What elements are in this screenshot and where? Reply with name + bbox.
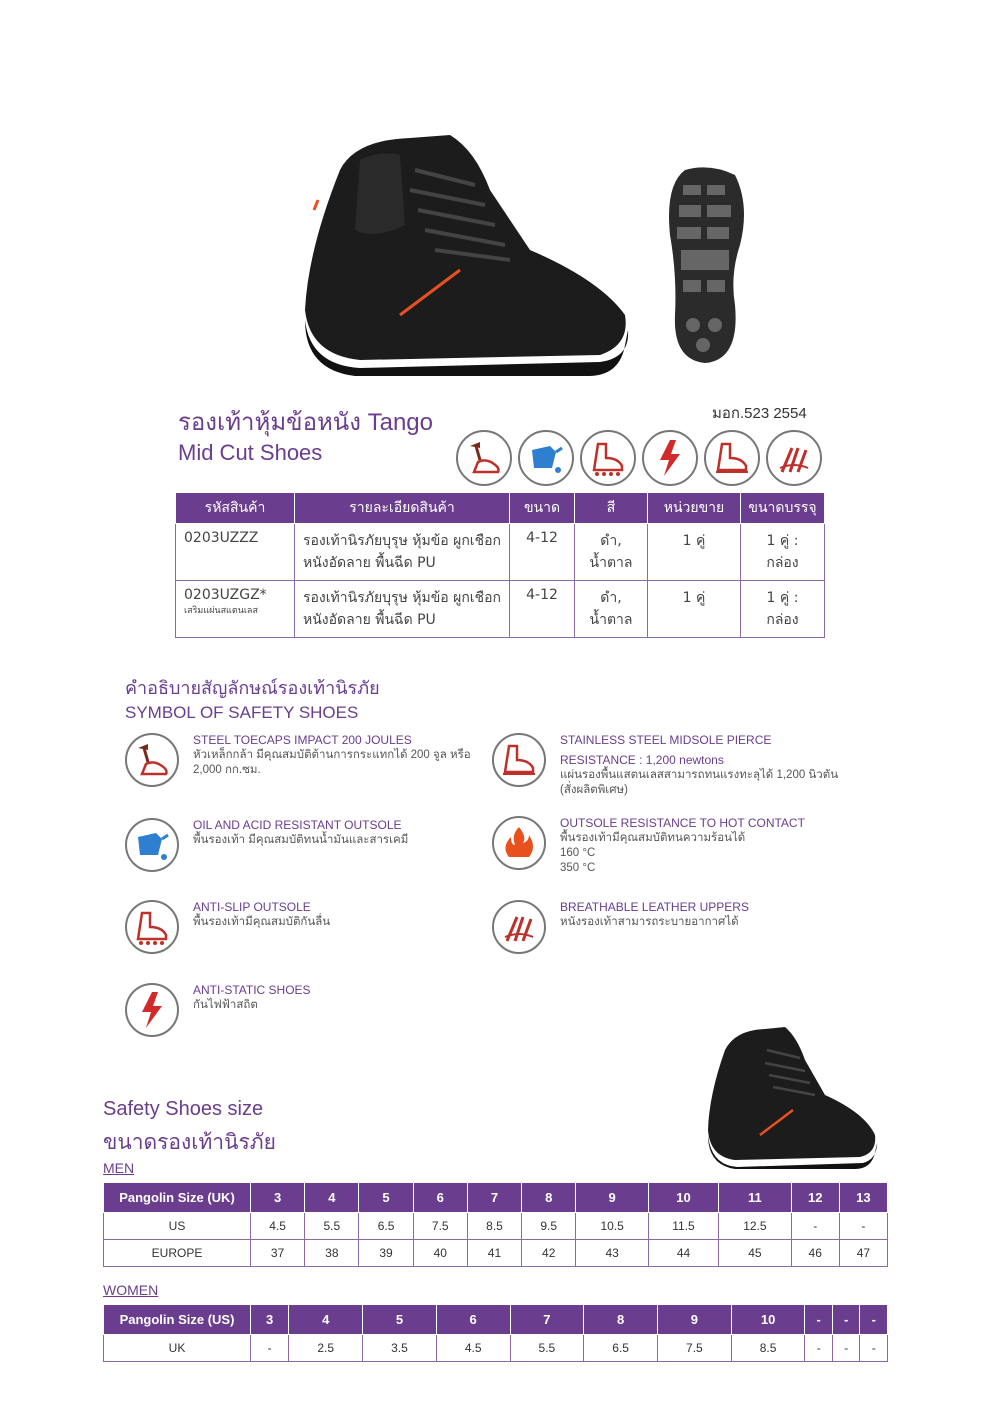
size-row-label: US xyxy=(104,1213,251,1240)
symbol-title: OIL AND ACID RESISTANT OUTSOLE xyxy=(193,818,402,832)
col-header-color: สี xyxy=(575,493,648,524)
symbol-title: STEEL TOECAPS IMPACT 200 JOULES xyxy=(193,733,412,747)
symbol-title: OUTSOLE RESISTANCE TO HOT CONTACT xyxy=(560,816,805,830)
size-header-cell: 4 xyxy=(305,1183,359,1213)
size-cell: 7.5 xyxy=(658,1335,732,1362)
hot-contact-icon xyxy=(492,816,546,870)
size-header-cell: 5 xyxy=(359,1183,413,1213)
size-header-cell: 11 xyxy=(719,1183,792,1213)
size-header-cell: 7 xyxy=(510,1305,584,1335)
midsole-pierce-icon xyxy=(704,430,760,486)
col-header-code: รหัสสินค้า xyxy=(176,493,295,524)
table-row xyxy=(176,524,825,581)
sizes-heading-en: Safety Shoes size xyxy=(103,1098,264,1120)
size-table-title: Pangolin Size (UK) xyxy=(104,1183,251,1213)
col-header-pack: ขนาดบรรจุ xyxy=(741,493,825,524)
size-cell: 45 xyxy=(719,1240,792,1267)
size-cell: 10.5 xyxy=(576,1213,649,1240)
size-cell: 5.5 xyxy=(305,1213,359,1240)
anti-slip-icon xyxy=(580,430,636,486)
size-cell: 44 xyxy=(648,1240,718,1267)
size-cell: 38 xyxy=(305,1240,359,1267)
size-header-cell: 10 xyxy=(648,1183,718,1213)
boot-main-image xyxy=(300,130,635,380)
size-cell: 3.5 xyxy=(363,1335,437,1362)
symbol-oil-acid xyxy=(125,818,473,872)
product-unit: 1 คู่ xyxy=(648,524,741,581)
size-header-cell: - xyxy=(832,1305,860,1335)
size-cell: 39 xyxy=(359,1240,413,1267)
boot-sole-image xyxy=(665,165,750,365)
symbols-heading-en: SYMBOL OF SAFETY SHOES xyxy=(125,703,359,722)
anti-static-icon xyxy=(642,430,698,486)
table-row xyxy=(104,1240,888,1267)
symbol-breathable xyxy=(492,900,850,954)
size-cell: 12.5 xyxy=(719,1213,792,1240)
sizes-heading-th: ขนาดรองเท้านิรภัย xyxy=(103,1131,276,1154)
symbol-desc: พื้นรองเท้า มีคุณสมบัติทนน้ำมันและสารเคมี xyxy=(193,834,409,846)
col-header-size: ขนาด xyxy=(510,493,575,524)
anti-slip-icon xyxy=(125,900,179,954)
anti-static-icon xyxy=(125,983,179,1037)
size-row-label: EUROPE xyxy=(104,1240,251,1267)
symbol-desc: หนังรองเท้าสามารถระบายอากาศได้ xyxy=(560,916,739,928)
size-row-label: UK xyxy=(104,1335,251,1362)
product-color: ดำ, น้ำตาล xyxy=(575,524,648,581)
size-header-cell: 7 xyxy=(467,1183,521,1213)
size-header-cell: 13 xyxy=(839,1183,887,1213)
symbol-anti-slip xyxy=(125,900,473,954)
size-header-cell: 9 xyxy=(658,1305,732,1335)
product-size: 4-12 xyxy=(510,524,575,581)
women-size-table xyxy=(103,1304,888,1362)
temp-value-2: 350 °C xyxy=(560,862,596,874)
size-cell: 4.5 xyxy=(251,1213,305,1240)
size-header-cell: 12 xyxy=(791,1183,839,1213)
steel-toecap-icon xyxy=(456,430,512,486)
symbol-title: BREATHABLE LEATHER UPPERS xyxy=(560,900,749,914)
steel-toecap-icon xyxy=(125,733,179,787)
size-cell: 7.5 xyxy=(413,1213,467,1240)
col-header-desc: รายละเอียดสินค้า xyxy=(295,493,510,524)
size-table-title: Pangolin Size (US) xyxy=(104,1305,251,1335)
men-label: MEN xyxy=(103,1160,135,1176)
product-unit: 1 คู่ xyxy=(648,581,741,638)
size-header-cell: 6 xyxy=(436,1305,510,1335)
product-code: 0203UZZZ xyxy=(176,524,295,581)
size-cell: 46 xyxy=(791,1240,839,1267)
size-header-cell: 3 xyxy=(251,1183,305,1213)
size-cell: 8.5 xyxy=(731,1335,805,1362)
size-header-row xyxy=(104,1305,888,1335)
size-header-row xyxy=(104,1183,888,1213)
size-cell: - xyxy=(805,1335,833,1362)
size-header-cell: 6 xyxy=(413,1183,467,1213)
symbol-midsole-pierce xyxy=(492,733,850,798)
size-header-cell: 10 xyxy=(731,1305,805,1335)
product-title-en: Mid Cut Shoes xyxy=(178,440,323,465)
size-cell: 43 xyxy=(576,1240,649,1267)
product-code: 0203UZGZ* เสริมแผ่นสแตนเลส xyxy=(176,581,295,638)
size-header-cell: - xyxy=(805,1305,833,1335)
oil-acid-icon xyxy=(125,818,179,872)
size-cell: 2.5 xyxy=(289,1335,363,1362)
size-header-cell: 3 xyxy=(251,1305,289,1335)
women-label: WOMEN xyxy=(103,1282,159,1298)
size-cell: 9.5 xyxy=(522,1213,576,1240)
size-header-cell: - xyxy=(860,1305,888,1335)
size-cell: 6.5 xyxy=(359,1213,413,1240)
oil-acid-icon xyxy=(518,430,574,486)
size-cell: - xyxy=(860,1335,888,1362)
product-desc: รองเท้านิรภัยบุรุษ หุ้มข้อ ผูกเชือก หนังอัดลาย พื้นฉีด PU xyxy=(295,581,510,638)
product-desc: รองเท้านิรภัยบุรุษ หุ้มข้อ ผูกเชือก หนังอัดลาย พื้นฉีด PU xyxy=(295,524,510,581)
size-header-cell: 8 xyxy=(522,1183,576,1213)
symbols-heading-th: คำอธิบายสัญลักษณ์รองเท้านิรภัย xyxy=(125,678,380,698)
size-header-cell: 8 xyxy=(584,1305,658,1335)
symbol-steel-toecap xyxy=(125,733,473,787)
size-cell: 42 xyxy=(522,1240,576,1267)
boot-small-image xyxy=(705,1025,880,1170)
product-pack: 1 คู่ : กล่อง xyxy=(741,581,825,638)
symbol-anti-static xyxy=(125,983,473,1037)
midsole-pierce-icon xyxy=(492,733,546,787)
size-cell: 8.5 xyxy=(467,1213,521,1240)
symbol-title: ANTI-STATIC SHOES xyxy=(193,983,311,997)
breathable-icon xyxy=(766,430,822,486)
size-cell: - xyxy=(791,1213,839,1240)
size-cell: 6.5 xyxy=(584,1335,658,1362)
symbol-desc: พื้นรองเท้ามีคุณสมบัติกันลื่น xyxy=(193,916,331,928)
table-row xyxy=(176,581,825,638)
size-cell: 41 xyxy=(467,1240,521,1267)
temp-value-1: 160 °C xyxy=(560,847,596,859)
size-header-cell: 4 xyxy=(289,1305,363,1335)
size-header-cell: 5 xyxy=(363,1305,437,1335)
product-title-th: รองเท้าหุ้มข้อหนัง Tango xyxy=(178,409,433,436)
size-cell: 47 xyxy=(839,1240,887,1267)
size-cell: - xyxy=(832,1335,860,1362)
size-cell: 40 xyxy=(413,1240,467,1267)
size-cell: 11.5 xyxy=(648,1213,718,1240)
standard-number: มอก.523 2554 xyxy=(712,405,807,422)
breathable-icon xyxy=(492,900,546,954)
size-cell: 5.5 xyxy=(510,1335,584,1362)
symbol-desc: หัวเหล็กกล้า มีคุณสมบัติต้านการกระแทกได้ 200 จูล หรือ 2,000 กก.ซม. xyxy=(193,749,471,776)
product-size: 4-12 xyxy=(510,581,575,638)
table-row xyxy=(104,1335,888,1362)
symbol-title: ANTI-SLIP OUTSOLE xyxy=(193,900,311,914)
symbol-desc: พื้นรองเท้ามีคุณสมบัติทนความร้อนได้ xyxy=(560,832,746,844)
men-size-table xyxy=(103,1182,888,1267)
symbol-title-line2: RESISTANCE : 1,200 newtons xyxy=(560,753,724,767)
symbol-title: STAINLESS STEEL MIDSOLE PIERCE xyxy=(560,733,772,747)
col-header-unit: หน่วยขาย xyxy=(648,493,741,524)
size-cell: - xyxy=(839,1213,887,1240)
size-cell: 37 xyxy=(251,1240,305,1267)
symbol-hot-contact xyxy=(492,816,850,876)
symbol-desc: กันไฟฟ้าสถิต xyxy=(193,999,258,1011)
size-header-cell: 9 xyxy=(576,1183,649,1213)
feature-icons-row xyxy=(456,430,822,486)
product-pack: 1 คู่ : กล่อง xyxy=(741,524,825,581)
size-cell: 4.5 xyxy=(436,1335,510,1362)
product-code-note: เสริมแผ่นสแตนเลส xyxy=(184,606,258,616)
product-table xyxy=(175,492,825,638)
size-cell: - xyxy=(251,1335,289,1362)
symbol-desc: แผ่นรองพื้นแสตนเลสสามารถทนแรงทะลุได้ 1,200 นิวตัน (สั่งผลิตพิเศษ) xyxy=(560,769,839,796)
product-color: ดำ, น้ำตาล xyxy=(575,581,648,638)
table-row xyxy=(104,1213,888,1240)
